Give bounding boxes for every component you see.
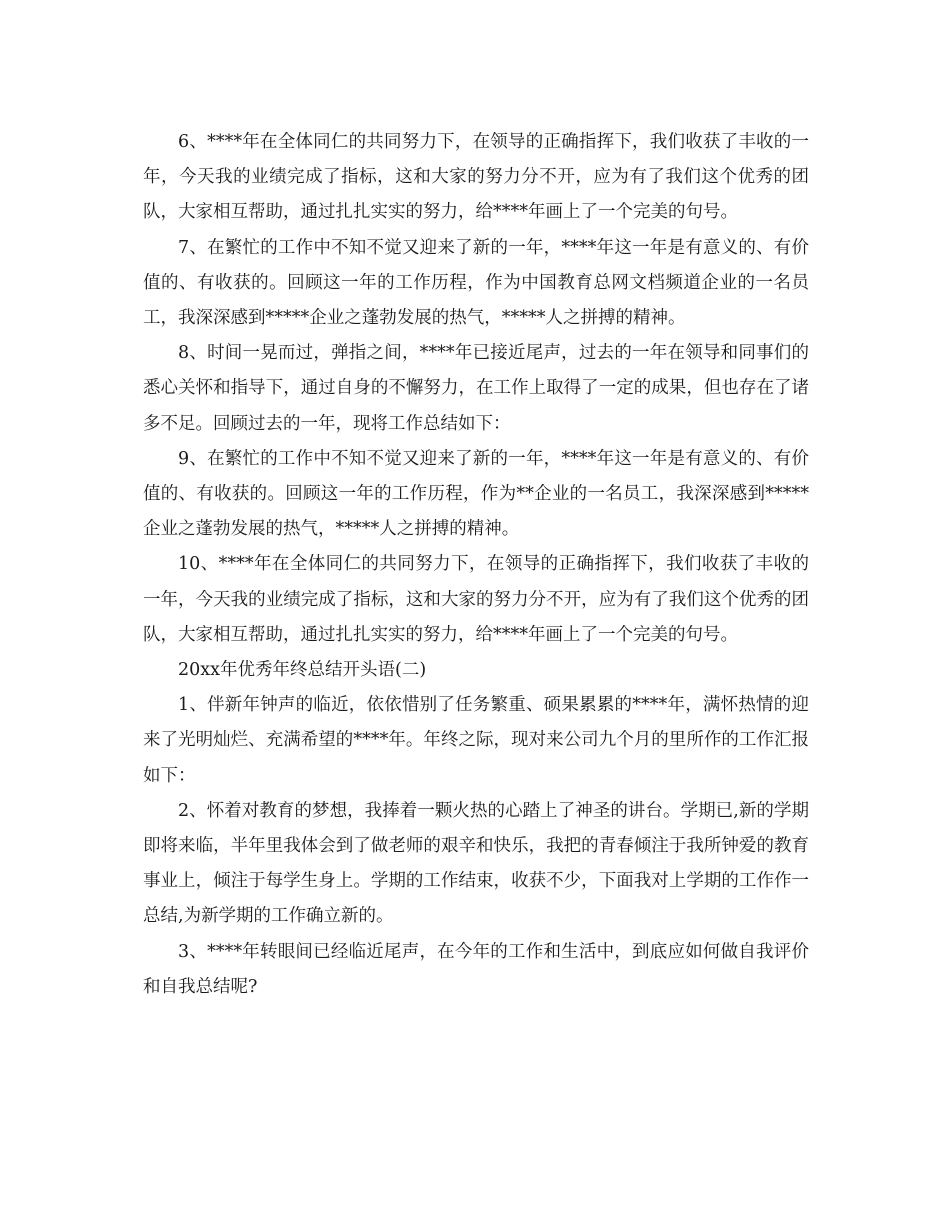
paragraph-1: 1、伴新年钟声的临近，依依惜别了任务繁重、硕果累累的****年，满怀热情的迎来了光明灿烂、充满希望的****年。年终之际，现对来公司九个月的里所作的工作汇报如下： <box>143 695 809 786</box>
document-body <box>143 125 809 1005</box>
paragraph-9: 9、在繁忙的工作中不知不觉又迎来了新的一年，****年这一年是有意义的、有价值的、有收获的。回顾这一年的工作历程，作为**企业的一名员工，我深深感到*****企业之蓬勃发展的热气，*****人之拼搏的精神。 <box>143 448 809 540</box>
paragraph-2: 2、怀着对教育的梦想，我捧着一颗火热的心踏上了神圣的讲台。学期已,新的学期即将来临，半年里我体会到了做老师的艰辛和快乐，我把的青春倾注于我所钟爱的教育事业上，倾注于每学生身上。学期的工作结束，收获不少，下面我对上学期的工作作一总结,为新学期的工作确立新的。 <box>143 800 809 927</box>
paragraph-10: 10、****年在全体同仁的共同努力下，在领导的正确指挥下，我们收获了丰收的一年，今天我的业绩完成了指标，这和大家的努力分不开，应为有了我们这个优秀的团队，大家相互帮助，通过扎扎实实的努力，给****年画上了一个完美的句号。 <box>143 554 809 645</box>
paragraph-6: 6、****年在全体同仁的共同努力下，在领导的正确指挥下，我们收获了丰收的一年，今天我的业绩完成了指标，这和大家的努力分不开，应为有了我们这个优秀的团队，大家相互帮助，通过扎扎实实的努力，给****年画上了一个完美的句号。 <box>143 132 809 223</box>
paragraph-7: 7、在繁忙的工作中不知不觉又迎来了新的一年，****年这一年是有意义的、有价值的、有收获的。回顾这一年的工作历程，作为中国教育总网文档频道企业的一名员工，我深深感到*****企业之蓬勃发展的热气，*****人之拼搏的精神。 <box>143 237 809 329</box>
paragraph-3: 3、****年转眼间已经临近尾声，在今年的工作和生活中，到底应如何做自我评价和自我总结呢? <box>143 941 809 997</box>
section-heading: 20xx年优秀年终总结开头语(二) <box>178 660 427 681</box>
paragraph-8: 8、时间一晃而过，弹指之间，****年已接近尾声，过去的一年在领导和同事们的悉心关怀和指导下，通过自身的不懈努力，在工作上取得了一定的成果，但也存在了诸多不足。回顾过去的一年，现将工作总结如下： <box>143 343 809 434</box>
